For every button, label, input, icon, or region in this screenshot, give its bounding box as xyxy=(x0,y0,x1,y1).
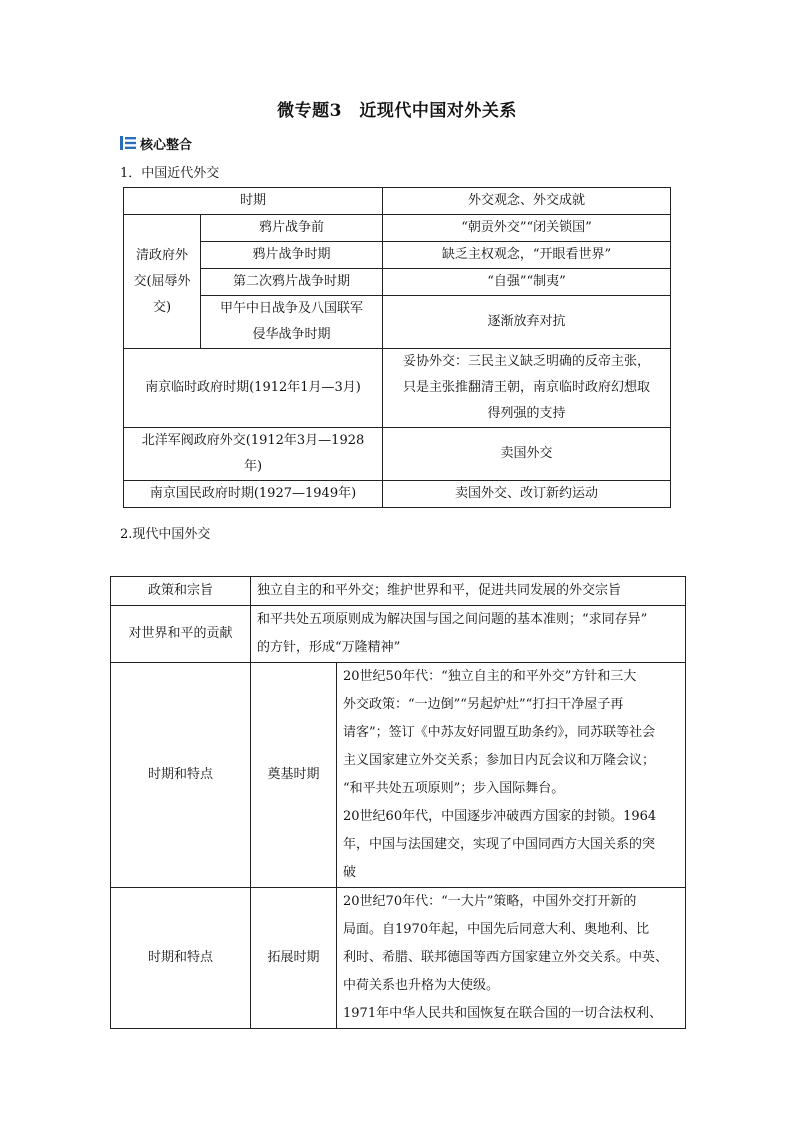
content-cell: “自强”“制夷” xyxy=(383,269,671,296)
table-row xyxy=(124,428,671,481)
table-row xyxy=(124,242,671,269)
table-header-row xyxy=(124,188,671,215)
stage-cell: 拓展时期 xyxy=(251,888,337,1029)
period-label-cell: 时期和特点 xyxy=(111,888,251,1029)
header-period: 时期 xyxy=(124,188,383,215)
table-row xyxy=(124,215,671,242)
section-label: 核心整合 xyxy=(140,137,193,153)
page-title: 微专题3 近现代中国对外关系 xyxy=(277,101,517,121)
stage-detail-cell: 20世纪50年代：“独立自主的和平外交”方针和三大 外交政策：“一边倒”“另起炉灶”“打扫干净屋子再 请客”；签订《中苏友好同盟互助条约》，同苏联等社会 主义国家建立外交关系；参加日内瓦会议和万隆会议； “和平共处五项原则”；步入国际舞台。 20世纪60年代，中国逐步冲破西方国家的封锁。1964 年，中国与法国建交，实现了中国同西方大国关系的突 破 xyxy=(337,663,686,888)
part1-heading: 1．中国近代外交 xyxy=(120,166,220,181)
table-row xyxy=(111,577,686,606)
qing-label-cell: 清政府外 交(屈辱外 交) xyxy=(124,215,201,349)
period-cell: 第二次鸦片战争时期 xyxy=(201,269,383,296)
table-row xyxy=(111,888,686,1029)
contemporary-diplomacy-table xyxy=(110,576,686,1029)
section-header xyxy=(120,133,192,153)
period-label-cell: 时期和特点 xyxy=(111,663,251,888)
content-cell: 卖国外交 xyxy=(383,428,671,481)
policy-text-cell: 独立自主的和平外交；维护世界和平，促进共同发展的外交宗旨 xyxy=(251,577,686,606)
table-row xyxy=(124,481,671,508)
table-row xyxy=(111,606,686,663)
content-cell: 逐渐放弃对抗 xyxy=(383,296,671,349)
table-row xyxy=(111,663,686,888)
content-cell: 缺乏主权观念，“开眼看世界” xyxy=(383,242,671,269)
content-cell: 妥协外交：三民主义缺乏明确的反帝主张， 只是主张推翻清王朝，南京临时政府幻想取 得列强的支持 xyxy=(383,349,671,428)
list-icon xyxy=(120,136,136,150)
table-row xyxy=(124,349,671,428)
period-cell: 鸦片战争前 xyxy=(201,215,383,242)
period-cell: 鸦片战争时期 xyxy=(201,242,383,269)
period-cell: 北洋军阀政府外交(1912年3月—1928 年) xyxy=(124,428,383,481)
contribution-text-cell: 和平共处五项原则成为解决国与国之间问题的基本准则；“求同存异” 的方针，形成“万隆精神” xyxy=(251,606,686,663)
policy-label-cell: 政策和宗旨 xyxy=(111,577,251,606)
content-cell: 卖国外交、改订新约运动 xyxy=(383,481,671,508)
table-row xyxy=(124,296,671,349)
part2-heading: 2.现代中国外交 xyxy=(120,527,211,542)
table-row xyxy=(124,269,671,296)
modern-diplomacy-table xyxy=(123,187,671,508)
period-cell: 甲午中日战争及八国联军 侵华战争时期 xyxy=(201,296,383,349)
header-content: 外交观念、外交成就 xyxy=(383,188,671,215)
contribution-label-cell: 对世界和平的贡献 xyxy=(111,606,251,663)
period-cell: 南京国民政府时期(1927—1949年) xyxy=(124,481,383,508)
content-cell: “朝贡外交”“闭关锁国” xyxy=(383,215,671,242)
period-cell: 南京临时政府时期(1912年1月—3月) xyxy=(124,349,383,428)
stage-detail-cell: 20世纪70年代：“一大片”策略，中国外交打开新的 局面。自1970年起，中国先后同意大利、奥地利、比 利时、希腊、联邦德国等西方国家建立外交关系。中英、 中荷关系也升格为大使级。 1971年中华人民共和国恢复在联合国的一切合法权利、 xyxy=(337,888,686,1029)
stage-cell: 奠基时期 xyxy=(251,663,337,888)
